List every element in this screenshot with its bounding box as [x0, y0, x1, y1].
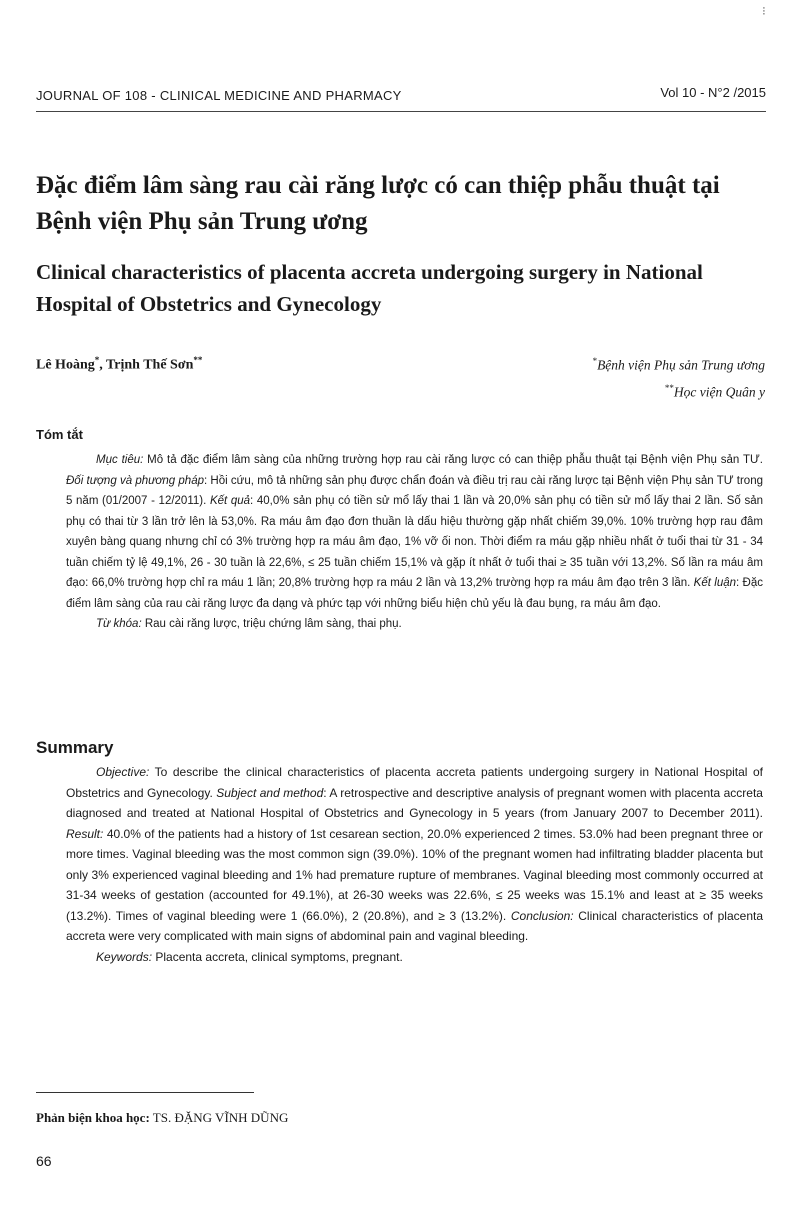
section-label: Đối tượng và phương pháp [66, 474, 204, 487]
footnote-divider [36, 1092, 254, 1093]
abstract-en-keywords [66, 947, 763, 968]
author-name: Lê Hoàng [36, 357, 95, 373]
section-text: To describe the clinical characteristics of placenta accreta patients undergoing surgery in National Hospital of Obstetrics and Gynecology. [66, 765, 763, 800]
author-separator: , [99, 357, 106, 373]
keywords-text: Rau cài răng lược, triệu chứng lâm sàng, thai phụ. [141, 618, 402, 630]
reviewer-label: Phản biện khoa học: [36, 1110, 150, 1125]
section-label: Kết quả [209, 495, 251, 507]
affiliation-line [593, 350, 765, 377]
abstract-en-heading: Summary [36, 738, 114, 757]
affiliation-name: Học viện Quân y [673, 384, 765, 399]
title-vietnamese: Đặc điểm lâm sàng rau cài răng lược có can thiệp phẫu thuật tại Bệnh viện Phụ sản Trung ương [36, 172, 720, 235]
keywords-label: Keywords: [96, 949, 153, 964]
affiliations [593, 350, 765, 403]
author-mark: ** [193, 355, 203, 365]
section-text: 40.0% of the patients had a history of 1st cesarean section, 20.0% experienced 2 times. 53.0% had been pregnant three or more times. Vaginal bleeding was the most common sign (39.0%). 10% of the pregnant women had infiltrating bladder placenta but only 3% experienced vaginal bleeding and 1% had premature rupture of membranes. Vaginal bleeding most commonly occurred at 31-34 weeks of gestation (accounted for 49.1%), at 26-30 weeks was 22.6%, ≤ 25 weeks was 15.1% and least at ≥ 35 weeks (13.2%). Times of vaginal bleeding were 1 (66.0%), 2 (20.8%), and ≥ 3 (13.2%). [66, 826, 763, 923]
reviewer-note [36, 1110, 288, 1126]
section-label: Objective: [96, 765, 150, 779]
journal-volume: Vol 10 - N°2 /2015 [660, 85, 766, 100]
affiliation-mark: * [592, 356, 598, 366]
section-text: : Đặc điểm lâm sàng của rau cài răng lược đa dạng và phức tạp với những biểu hiện chủ yếu là đau bụng, ra máu âm đạo. [66, 577, 763, 610]
abstract-en-body [66, 762, 763, 947]
keywords-text: Placenta accreta, clinical symptoms, pregnant. [152, 949, 403, 964]
reviewer-name: TS. ĐẶNG VĨNH DŨNG [149, 1110, 289, 1125]
abstract-english [66, 762, 763, 967]
abstract-vn-body [66, 450, 763, 614]
section-text: : 40,0% sản phụ có tiền sử mổ lấy thai 1 lần và 20,0% sản phụ có tiền sử mổ lấy thai 2 lần. Số sản phụ có thai từ 3 lần trở lên là 53,0%. Ra máu âm đạo đơn thuần là dấu hiệu thường gặp nhất chiếm 39,0%. 10% trường hợp rau đâm xuyên bàng quang nhưng chỉ có 3% trường hợp ra máu âm đạo, 1% vỡ ối non. Thời điểm ra máu gặp nhiều nhất ở tuổi thai từ 31 - 34 tuần chiếm tỷ lệ 49,1%, 26 - 30 tuần là 22,6%, ≤ 25 tuần chiếm 15,1% và gặp ít nhất ở tuổi thai ≥ 35 tuần với 13,2%. Số lần ra máu âm đạo: 66,0% trường hợp chỉ ra máu 1 lần; 20,8% trường hợp ra máu 2 lần và 13,2% trường hợp ra máu âm đạo trên 3 lần. [66, 495, 763, 589]
running-header [36, 82, 766, 112]
title-english: Clinical characteristics of placenta accreta undergoing surgery in National Hospital of Obstetrics and Gynecology [36, 260, 703, 316]
section-label: Kết luận [693, 577, 737, 589]
abstract-vn-heading: Tóm tắt [36, 427, 83, 442]
affiliation-mark: ** [664, 382, 674, 393]
section-text: Clinical characteristics of placenta accreta were very complicated with main signs of abdominal pain and vaginal bleeding. [66, 908, 764, 943]
section-label: Conclusion: [510, 908, 574, 923]
section-label: Mục tiêu: [96, 454, 144, 466]
affiliation-name: Bệnh viện Phụ sản Trung ương [597, 357, 765, 373]
author-list [36, 355, 202, 374]
scan-mark-icon: ⁝ [762, 4, 766, 18]
journal-name: JOURNAL OF 108 - CLINICAL MEDICINE AND PHARMACY [36, 88, 402, 103]
page-number: 66 [36, 1153, 52, 1169]
section-label: Subject and method [216, 785, 324, 800]
section-text: : A retrospective and descriptive analysis of pregnant women with placenta accreta diagnosed and treated at National Hospital of Obstetrics and Gynecology in 5 years (from January 2007 to December 2011). [66, 785, 763, 820]
section-text: Mô tả đặc điểm lâm sàng của những trường hợp rau cài răng lược có can thiệp phẫu thuật tại Bệnh viện Phụ sản TƯ. [143, 454, 763, 466]
section-text: : Hồi cứu, mô tả những sản phụ được chẩn đoán và điều trị rau cài răng lược tại Bệnh viện Phụ sản TƯ trong 5 năm (01/2007 - 12/2011). [66, 474, 763, 507]
abstract-vietnamese [66, 450, 763, 635]
abstract-vn-keywords [66, 614, 763, 635]
author-mark: * [94, 355, 100, 365]
section-label: Result: [66, 826, 104, 841]
author-name: Trịnh Thế Sơn [105, 357, 194, 373]
keywords-label: Từ khóa: [96, 618, 142, 630]
affiliation-line [593, 377, 765, 404]
